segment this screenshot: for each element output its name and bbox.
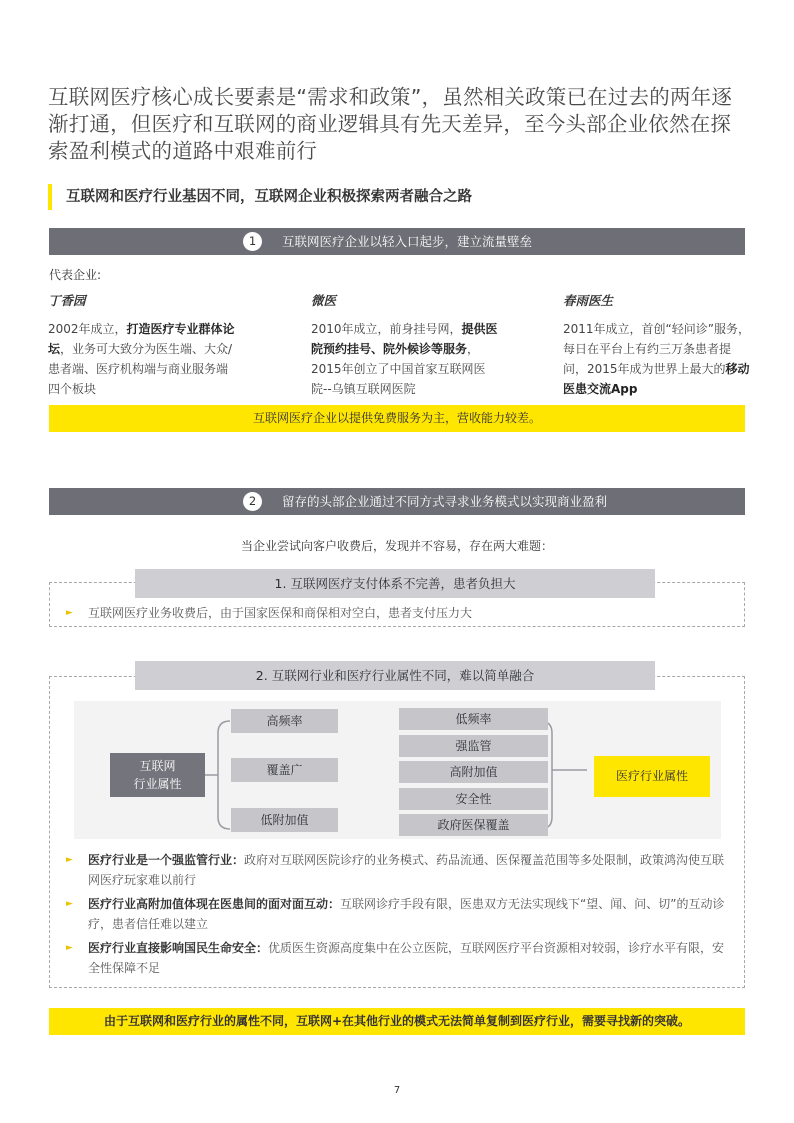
- page-number: 7: [393, 1085, 401, 1096]
- section-1-number: 1: [243, 232, 262, 251]
- company-name: 丁香园: [48, 293, 86, 308]
- problem-2-bullet: ► 医疗行业直接影响国民生命安全：优质医生资源高度集中在公立医院，互联网医疗平台资源相对较弱，诊疗水平有限，安全性保障不足: [66, 938, 726, 978]
- page-headline: 互联网医疗核心成长要素是“需求和政策”，虽然相关政策已在过去的两年逐渐打通，但医疗和互联网的商业逻辑具有先天差异，至今头部企业依然在探索盈利模式的道路中艰难前行: [48, 85, 733, 163]
- right-attribute-item: 低频率: [399, 708, 548, 730]
- company-description: 2011年成立，首创“轻问诊”服务，每日在平台上有约三万条患者提问，2015年成为世界上最大的移动医患交流App: [563, 322, 750, 396]
- section-2-title: 留存的头部企业通过不同方式寻求业务模式以实现商业盈利: [282, 494, 608, 509]
- section-2-intro: 当企业尝试向客户收费后，发现并不容易，存在两大难题：: [240, 539, 553, 553]
- representative-label: 代表企业:: [49, 268, 102, 282]
- company-chunyu: [563, 293, 753, 399]
- right-attribute-item: 高附加值: [399, 761, 548, 783]
- medical-attributes-label: 医疗行业属性: [594, 756, 710, 797]
- company-weiyi: [311, 293, 501, 399]
- section-1-conclusion: 互联网医疗企业以提供免费服务为主，营收能力较差。: [49, 405, 745, 432]
- company-name: 微医: [311, 293, 337, 308]
- right-attribute-item: 政府医保覆盖: [399, 814, 548, 836]
- bullet-arrow-icon: ►: [66, 899, 73, 909]
- internet-attributes-label: 互联网 行业属性: [110, 753, 205, 797]
- company-dxy: [48, 293, 238, 399]
- section-2-header: [49, 488, 745, 515]
- problem-2-title: 2. 互联网行业和医疗行业属性不同，难以简单融合: [135, 661, 655, 690]
- section-2-number: 2: [243, 492, 262, 511]
- section-subheading: 互联网和医疗行业基因不同，互联网企业积极探索两者融合之路: [48, 184, 472, 210]
- company-description: 2002年成立，打造医疗专业群体论坛，业务可大致分为医生端、大众/患者端、医疗机构端与商业服务端四个板块: [48, 322, 235, 396]
- problem-1-bullet: ► 互联网医疗业务收费后，由于国家医保和商保相对空白，患者支付压力大: [66, 603, 726, 623]
- problem-2-bullet: ► 医疗行业是一个强监管行业：政府对互联网医院诊疗的业务模式、药品流通、医保覆盖范围等多处限制，政策鸿沟使互联网医疗玩家难以前行: [66, 850, 726, 890]
- left-attribute-item: 覆盖广: [231, 758, 338, 782]
- right-attribute-item: 强监管: [399, 735, 548, 757]
- right-attribute-item: 安全性: [399, 788, 548, 810]
- left-attribute-item: 高频率: [231, 709, 338, 733]
- section-1-header: [49, 228, 745, 255]
- section-2-conclusion: 由于互联网和医疗行业的属性不同，互联网+在其他行业的模式无法简单复制到医疗行业，需要寻找新的突破。: [49, 1008, 745, 1035]
- problem-2-bullet: ► 医疗行业高附加值体现在医患间的面对面互动：互联网诊疗手段有限，医患双方无法实现线下“望、闻、问、切”的互动诊疗，患者信任难以建立: [66, 894, 726, 934]
- company-name: 春雨医生: [563, 293, 614, 308]
- bullet-arrow-icon: ►: [66, 943, 73, 953]
- company-description: 2010年成立，前身挂号网，提供医院预约挂号、院外候诊等服务，2015年创立了中国首家互联网医院--乌镇互联网医院: [311, 322, 498, 396]
- left-attribute-item: 低附加值: [231, 808, 338, 832]
- bullet-arrow-icon: ►: [66, 855, 73, 865]
- problem-1-title: 1. 互联网医疗支付体系不完善，患者负担大: [135, 569, 655, 598]
- bullet-arrow-icon: ►: [66, 608, 73, 618]
- section-1-title: 互联网医疗企业以轻入口起步，建立流量壁垒: [282, 234, 533, 249]
